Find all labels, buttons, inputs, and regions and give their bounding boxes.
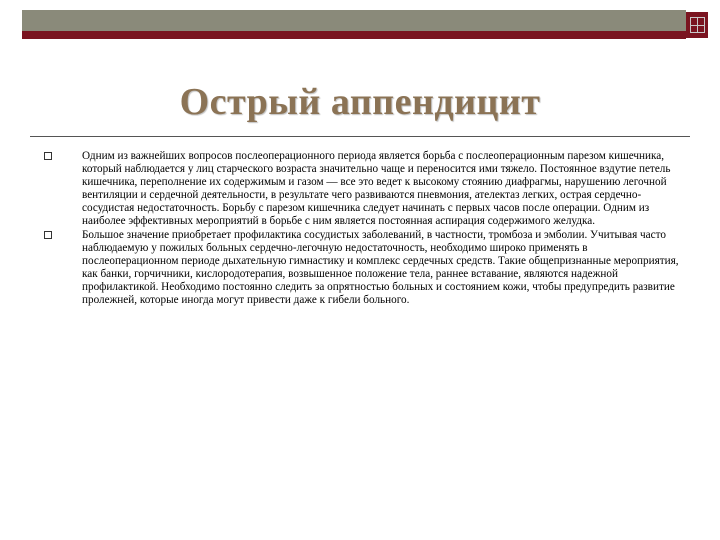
bullet-list — [40, 150, 680, 307]
bullet-text: Большое значение приобретает профилактика сосудистых заболеваний, в частности, тромбоза и эмболии. Учитывая часто наблюдаемую у пожилых больных сердечно-легочную недостаточность, необходимо широко применять в послеоперационном периоде дыхательную гимнастику и комплекс сердечных средств. Такие общепризнанные мероприятия, как банки, горчичники, кислородотерапия, возвышенное положение тела, раннее вставание, являются надежной профилактикой. Необходимо постоянно следить за опрятностью больных и состоянием кожи, чтобы предупредить развитие пролежней, которые иногда могут привести даже к гибели больного. — [82, 228, 679, 307]
hollow-square-bullet-icon — [44, 152, 52, 160]
header-bar — [22, 10, 686, 31]
title-divider — [30, 136, 690, 137]
header-accent-stripe — [22, 31, 686, 39]
bullet-item — [40, 229, 680, 308]
slide-title: Острый аппендицит — [179, 81, 541, 123]
corner-inner-hline — [690, 25, 705, 26]
hollow-square-bullet-icon — [44, 231, 52, 239]
bullet-text: Одним из важнейших вопросов послеоперационного периода является борьба с послеоперационным парезом кишечника, который наблюдается у лиц старческого возраста значительно чаще и переносится ими тяжело. Постоянное вздутие петель кишечника, переполнение их содержимым и газом — все это ведет к высокому стоянию диафрагмы, нарушению легочной вентиляции и сердечной деятельности, в результате чего развиваются пневмония, ателектаз легких, острая сердечно-сосудистая недостаточность. Борьбу с парезом кишечника следует начинать с первых часов после операции. Одним из наиболее эффективных мероприятий в борьбе с ним является постоянная аспирация содержимого желудка. — [82, 150, 671, 228]
bullet-item — [40, 150, 680, 229]
